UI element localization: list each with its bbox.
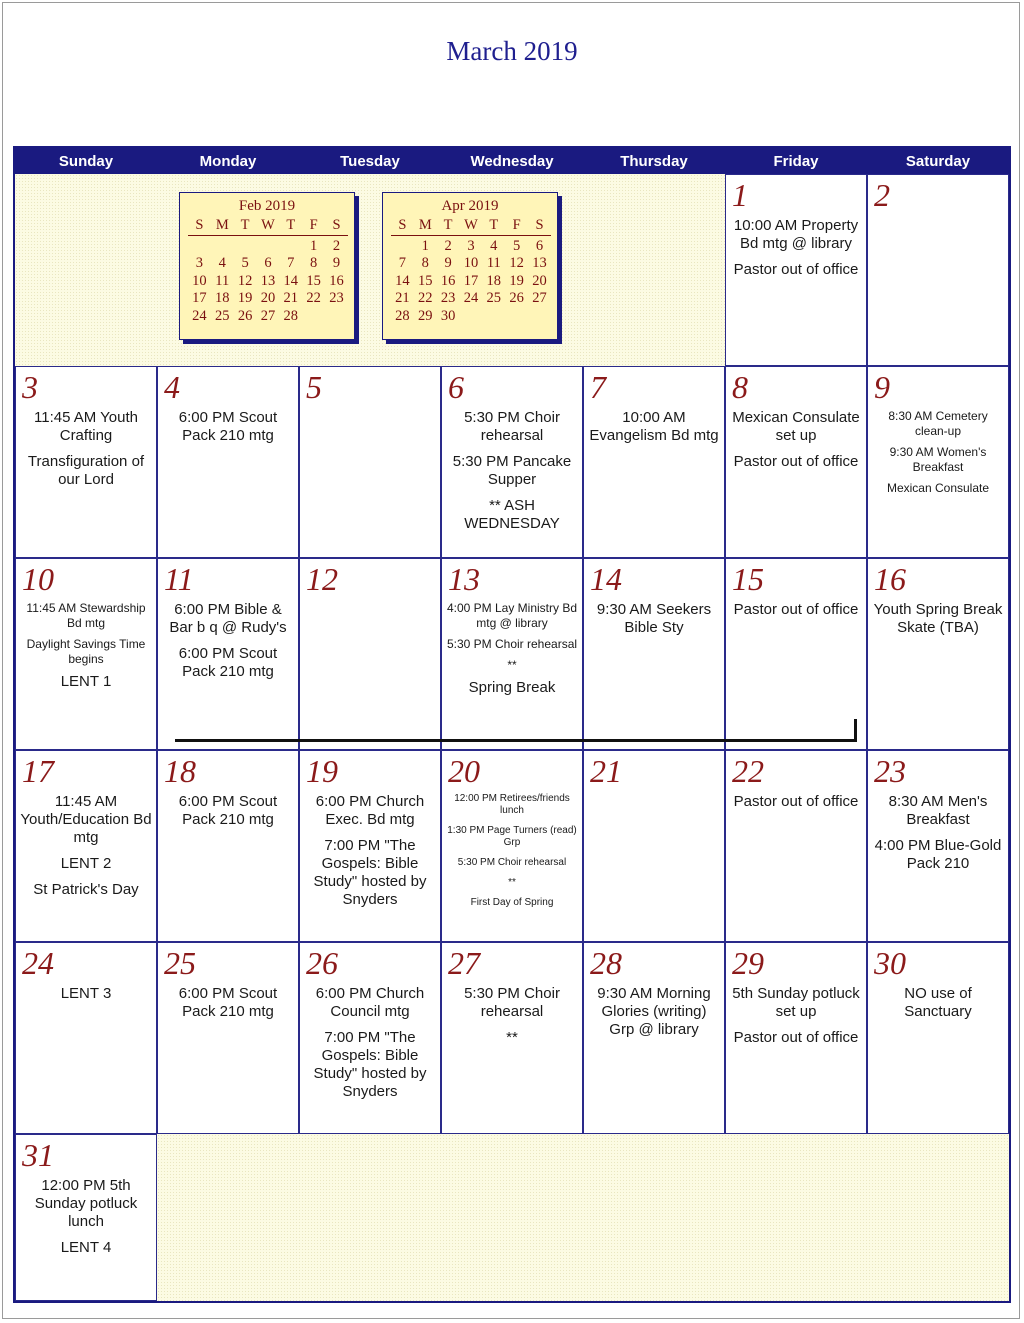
mini-day: 12: [509, 255, 524, 272]
calendar-event[interactable]: Transfiguration of our Lord: [27, 453, 145, 488]
calendar-event[interactable]: 11:45 AM Stewardship Bd mtg: [26, 601, 146, 630]
mini-calendar-grid: [188, 217, 348, 326]
mini-day: 13: [260, 272, 276, 289]
calendar-event[interactable]: 6:00 PM Scout Pack 210 mtg: [178, 985, 278, 1020]
calendar-event[interactable]: **: [507, 658, 517, 672]
calendar-event[interactable]: 5:30 PM Pancake Supper: [452, 453, 572, 488]
day-number: 14: [590, 561, 622, 597]
calendar-event[interactable]: Pastor out of office: [733, 793, 859, 810]
calendar-event[interactable]: 5th Sunday potluck set up: [732, 985, 860, 1020]
mini-day: 21: [395, 290, 410, 307]
day-events: [19, 793, 153, 907]
day-events: [871, 601, 1005, 645]
mini-day: 17: [463, 272, 479, 289]
day-cell-18[interactable]: [157, 750, 299, 942]
day-events: [587, 409, 721, 453]
weekday-tuesday: Tuesday: [340, 153, 400, 170]
mini-day: 8: [421, 255, 429, 272]
day-cell-21[interactable]: [583, 750, 725, 942]
day-number: 11: [164, 561, 194, 597]
day-events: [19, 985, 153, 1011]
calendar-event[interactable]: First Day of Spring: [470, 897, 554, 908]
day-cell-17[interactable]: [15, 750, 157, 942]
mini-day: [528, 308, 551, 326]
mini-day: 8: [310, 255, 318, 272]
day-events: [161, 601, 295, 689]
mini-day: 20: [532, 272, 547, 289]
calendar-event[interactable]: 6:00 PM Church Council mtg: [315, 985, 425, 1020]
day-cell-16[interactable]: [867, 558, 1009, 750]
mini-day: 16: [440, 272, 456, 289]
calendar-event[interactable]: 6:00 PM Bible & Bar b q @ Rudy's: [169, 601, 287, 636]
calendar-event[interactable]: 6:00 PM Church Exec. Bd mtg: [315, 793, 425, 828]
spring-break-bar: [175, 739, 857, 742]
mini-day: 24: [192, 307, 207, 324]
day-number: 30: [874, 945, 906, 981]
mini-day: 27: [532, 290, 547, 307]
calendar-event[interactable]: LENT 2: [60, 855, 112, 872]
calendar-event[interactable]: 10:00 AM Property Bd mtg @ library: [733, 217, 859, 252]
day-number: 29: [732, 945, 764, 981]
calendar-event[interactable]: 6:00 PM Scout Pack 210 mtg: [178, 793, 278, 828]
mini-day: 1: [421, 237, 429, 254]
mini-weekday: F: [309, 217, 318, 233]
day-events: [161, 985, 295, 1029]
day-number: 5: [306, 369, 322, 405]
calendar-event[interactable]: 9:30 AM Morning Glories (writing) Grp @ library: [597, 985, 711, 1038]
day-cell-31[interactable]: [15, 1134, 157, 1301]
mini-day: 16: [329, 272, 344, 289]
weekday-monday: Monday: [199, 153, 257, 170]
day-events: [303, 793, 437, 917]
mini-day: 21: [283, 290, 299, 307]
mini-day: 20: [260, 290, 276, 307]
mini-day: 18: [486, 272, 502, 289]
calendar-event[interactable]: LENT 1: [60, 673, 112, 690]
mini-day: 4: [490, 237, 498, 254]
calendar-event[interactable]: Spring Break: [468, 679, 556, 696]
calendar-event[interactable]: ** ASH WEDNESDAY: [464, 497, 560, 532]
day-number: 20: [448, 753, 480, 789]
day-cell-29[interactable]: [725, 942, 867, 1134]
mini-weekday: S: [398, 217, 407, 233]
day-cell-19[interactable]: [299, 750, 441, 942]
day-cell-3[interactable]: [15, 366, 157, 558]
day-events: [445, 793, 579, 917]
day-events: [445, 985, 579, 1055]
mini-day: [391, 238, 414, 256]
day-number: 4: [164, 369, 180, 405]
calendar-event[interactable]: Youth Spring Break Skate (TBA): [873, 601, 1003, 636]
day-cell-4[interactable]: [157, 366, 299, 558]
mini-day: 27: [260, 307, 276, 324]
mini-weekday: M: [215, 217, 229, 233]
day-events: [161, 793, 295, 837]
calendar-event[interactable]: 4:00 PM Lay Ministry Bd mtg @ library: [446, 601, 578, 630]
calendar-event[interactable]: 9:30 AM Women's Breakfast: [889, 445, 987, 474]
mini-day: 25: [486, 290, 502, 307]
day-events: [871, 985, 1005, 1029]
weekday-saturday: Saturday: [905, 153, 971, 170]
calendar-event[interactable]: 5:30 PM Choir rehearsal: [464, 985, 560, 1020]
calendar-event[interactable]: St Patrick's Day: [33, 881, 139, 898]
empty-days-filler: [157, 1134, 1009, 1301]
day-cell-28[interactable]: [583, 942, 725, 1134]
day-number: 26: [306, 945, 338, 981]
mini-day: 6: [264, 255, 272, 272]
mini-day: 23: [329, 290, 344, 307]
calendar-event[interactable]: Pastor out of office: [733, 261, 859, 278]
mini-day: 7: [287, 255, 295, 272]
mini-day: [279, 238, 302, 256]
day-number: 17: [22, 753, 54, 789]
mini-day: 23: [440, 290, 456, 307]
day-events: [729, 985, 863, 1055]
calendar-event[interactable]: Pastor out of office: [733, 601, 859, 618]
day-events: [19, 1177, 153, 1265]
day-number: 27: [448, 945, 480, 981]
spring-break-bar-end: [854, 719, 857, 742]
mini-day: [188, 238, 211, 256]
calendar-event[interactable]: 6:00 PM Scout Pack 210 mtg: [178, 409, 278, 444]
day-cell-30[interactable]: [867, 942, 1009, 1134]
day-cell-22[interactable]: [725, 750, 867, 942]
day-number: 1: [732, 177, 748, 213]
mini-day: 11: [486, 255, 501, 272]
day-number: 22: [732, 753, 764, 789]
mini-day: 29: [418, 307, 433, 324]
mini-day: 10: [192, 272, 207, 289]
mini-day: 3: [467, 237, 475, 254]
day-number: 15: [732, 561, 764, 597]
mini-day: [257, 238, 280, 256]
day-events: [871, 793, 1005, 881]
mini-day: [325, 308, 348, 326]
mini-day: 4: [218, 255, 226, 272]
calendar-event[interactable]: 11:45 AM Youth/Education Bd mtg: [20, 793, 152, 846]
day-number: 6: [448, 369, 464, 405]
mini-day: 9: [444, 255, 452, 272]
calendar-event[interactable]: Mexican Consulate set up: [732, 409, 860, 444]
mini-day: 3: [195, 255, 204, 272]
mini-weekday: W: [261, 217, 275, 233]
day-events: [729, 601, 863, 627]
day-number: 13: [448, 561, 480, 597]
mini-day: 9: [332, 255, 341, 272]
day-cell-1[interactable]: [725, 174, 867, 366]
calendar-event[interactable]: **: [506, 1029, 518, 1046]
calendar-event[interactable]: LENT 4: [60, 1239, 112, 1256]
mini-day: 28: [283, 307, 299, 324]
mini-calendar-title: Apr 2019: [441, 198, 499, 214]
month-calendar: [13, 146, 1011, 1303]
calendar-event[interactable]: 10:00 AM Evangelism Bd mtg: [589, 409, 719, 444]
day-number: 18: [164, 753, 196, 789]
mini-day: 7: [398, 255, 407, 272]
day-cell-15[interactable]: [725, 558, 867, 750]
day-number: 3: [22, 369, 38, 405]
day-cell-13[interactable]: [441, 558, 583, 750]
day-number: 16: [874, 561, 906, 597]
day-cell-7[interactable]: [583, 366, 725, 558]
mini-weekday: S: [332, 217, 341, 233]
mini-day: 2: [444, 237, 452, 254]
weekday-header: [15, 148, 1009, 174]
mini-weekday: T: [443, 217, 453, 233]
mini-day: 19: [237, 290, 253, 307]
calendar-event[interactable]: 8:30 AM Men's Breakfast: [888, 793, 988, 828]
mini-day: 17: [192, 290, 207, 307]
mini-day: 1: [310, 237, 318, 254]
day-cell-23[interactable]: [867, 750, 1009, 942]
day-number: 23: [874, 753, 906, 789]
day-events: [729, 409, 863, 479]
mini-weekday: T: [286, 217, 296, 233]
calendar-event[interactable]: 11:45 AM Youth Crafting: [34, 409, 138, 444]
mini-day: [482, 308, 505, 326]
day-number: 12: [306, 561, 338, 597]
mini-day: 14: [283, 272, 299, 289]
mini-calendar-grid: [391, 217, 551, 326]
mini-weekday: T: [240, 217, 250, 233]
calendar-event[interactable]: 12:00 PM Retirees/friends lunch: [454, 793, 570, 816]
mini-weekday: S: [195, 217, 204, 233]
day-cell-27[interactable]: [441, 942, 583, 1134]
mini-day: 19: [509, 272, 524, 289]
calendar-event[interactable]: 5:30 PM Choir rehearsal: [457, 857, 567, 868]
day-events: [729, 217, 863, 287]
mini-day: [234, 238, 257, 256]
day-cell-12[interactable]: [299, 558, 441, 750]
calendar-event[interactable]: Mexican Consulate: [886, 481, 990, 495]
day-cell-6[interactable]: [441, 366, 583, 558]
weekday-thursday: Thursday: [620, 153, 688, 170]
page-title: March 2019: [446, 36, 578, 66]
day-events: [587, 985, 721, 1047]
day-events: [445, 409, 579, 541]
calendar-event[interactable]: 7:00 PM "The Gospels: Bible Study" hosted by Snyders: [313, 1029, 427, 1100]
calendar-event[interactable]: 1:30 PM Page Turners (read) Grp: [447, 825, 577, 848]
day-number: 28: [590, 945, 622, 981]
mini-day: [505, 308, 528, 326]
mini-weekday: F: [512, 217, 521, 233]
day-number: 21: [590, 753, 622, 789]
day-events: [729, 793, 863, 819]
calendar-event[interactable]: Pastor out of office: [733, 1029, 859, 1046]
day-events: [19, 409, 153, 497]
day-cell-5[interactable]: [299, 366, 441, 558]
day-number: 24: [22, 945, 54, 981]
day-events: [161, 409, 295, 453]
mini-day: 28: [395, 307, 410, 324]
day-number: 9: [874, 369, 890, 405]
day-number: 31: [22, 1137, 54, 1173]
day-number: 7: [590, 369, 606, 405]
mini-day: 26: [509, 290, 524, 307]
day-cell-25[interactable]: [157, 942, 299, 1134]
mini-day: 13: [532, 255, 547, 272]
mini-day: 22: [418, 290, 433, 307]
mini-day: 18: [215, 290, 230, 307]
calendar-event[interactable]: 5:30 PM Choir rehearsal: [446, 637, 578, 651]
day-cell-11[interactable]: [157, 558, 299, 750]
day-cell-14[interactable]: [583, 558, 725, 750]
calendar-event[interactable]: **: [508, 877, 516, 888]
calendar-event[interactable]: 4:00 PM Blue-Gold Pack 210: [874, 837, 1002, 872]
mini-day: [211, 238, 234, 256]
mini-day: 15: [418, 272, 433, 289]
day-number: 19: [306, 753, 338, 789]
mini-day: 30: [440, 307, 456, 324]
day-number: 25: [164, 945, 196, 981]
day-number: 2: [874, 177, 890, 213]
calendar-event[interactable]: 5:30 PM Choir rehearsal: [464, 409, 560, 444]
mini-day: 11: [215, 272, 230, 289]
day-events: [303, 985, 437, 1109]
mini-weekday: W: [464, 217, 478, 233]
day-cell-2[interactable]: [867, 174, 1009, 366]
weekday-friday: Friday: [773, 153, 819, 170]
mini-day: 10: [463, 255, 479, 272]
day-events: [19, 601, 153, 699]
mini-calendar-title: Feb 2019: [238, 198, 296, 214]
day-cell-24[interactable]: [15, 942, 157, 1134]
mini-day: 2: [332, 237, 341, 254]
day-cell-10[interactable]: [15, 558, 157, 750]
mini-day: 22: [306, 290, 321, 307]
mini-day: 5: [513, 237, 521, 254]
mini-day: 15: [306, 272, 321, 289]
calendar-event[interactable]: 12:00 PM 5th Sunday potluck lunch: [34, 1177, 138, 1230]
calendar-event[interactable]: 7:00 PM "The Gospels: Bible Study" hosted by Snyders: [313, 837, 427, 908]
day-events: [587, 601, 721, 645]
mini-day: 24: [463, 290, 479, 307]
calendar-event[interactable]: 9:30 AM Seekers Bible Sty: [596, 601, 712, 636]
day-cell-26[interactable]: [299, 942, 441, 1134]
day-cell-9[interactable]: [867, 366, 1009, 558]
mini-weekday: T: [489, 217, 499, 233]
mini-day: 6: [535, 237, 544, 254]
calendar-event[interactable]: Daylight Savings Time begins: [26, 637, 146, 666]
weekday-wednesday: Wednesday: [470, 153, 554, 170]
calendar-event[interactable]: 8:30 AM Cemetery clean-up: [888, 409, 988, 438]
mini-day: 25: [215, 307, 230, 324]
mini-day: 5: [241, 255, 249, 272]
day-events: [445, 601, 579, 705]
calendar-event[interactable]: NO use of Sanctuary: [904, 985, 972, 1020]
day-number: 8: [732, 369, 748, 405]
day-number: 10: [22, 561, 54, 597]
calendar-event[interactable]: LENT 3: [60, 985, 112, 1002]
mini-calendar-apr: [382, 192, 558, 340]
empty-days-filler: [15, 174, 725, 366]
mini-day: [302, 308, 325, 326]
mini-day: [460, 308, 483, 326]
mini-calendar-feb: [179, 192, 355, 340]
mini-day: 26: [237, 307, 253, 324]
mini-weekday: S: [535, 217, 544, 233]
day-cell-20[interactable]: [441, 750, 583, 942]
calendar-event[interactable]: 6:00 PM Scout Pack 210 mtg: [178, 645, 278, 680]
day-cell-8[interactable]: [725, 366, 867, 558]
calendar-event[interactable]: Pastor out of office: [733, 453, 859, 470]
mini-weekday: M: [418, 217, 432, 233]
day-events: [871, 409, 1005, 502]
weekday-sunday: Sunday: [58, 153, 114, 170]
mini-day: 12: [237, 272, 253, 289]
mini-day: 14: [395, 272, 410, 289]
